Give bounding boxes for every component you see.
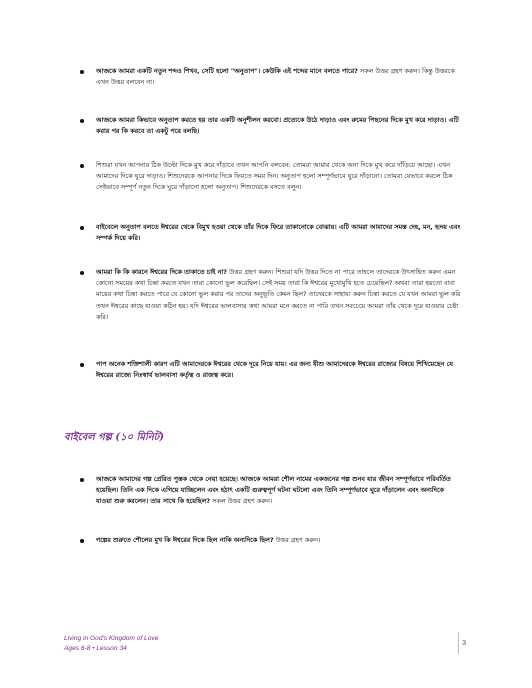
item-text: উত্তর গ্রহণ করুন। শিশুরা যদি উত্তর দিতে না পারে তাহলে তাদেরকে উৎসাহিত করুন এমন কোনো সময়ের কথা চিন্তা করতে যখন তারা কোনো ভুল করেছিল। সেই সময় তারা কি ঈশ্বরের মুখোমুখি হতে চেয়েছিল? অথবা তারা হয়তো বাবা মায়ের কথা চিন্তা করতে পারে যে কোনো ভুল করার পর তাদের অনুভূতি কেমন ছিল? তাদেরকে সাহায্য করুন চিন্তা করতে যে যখন আমরা ভুল করি তখন ঈশ্বরের কাছে যাওয়া কঠিন হয়। যদি ঈশ্বরের ভালবাসার কথা আমরা মনে করতে না পারি তখন সবচেয়ে আমরা তাঁর থেকে দূরে যাওয়ার চেষ্টা করি। (96, 268, 461, 321)
item-text: উত্তর গ্রহণ করুন। (273, 536, 321, 544)
bullet-dot (80, 363, 84, 367)
item-bold-text: আজকে আমরা কিভাবে অনুতাপ করতে হয় তার একটি অনুশীলন করবো। প্রত্যেকে উঠে দাড়াও এবং রুমের পিছনের দিকে মুখ করে দাড়াও। এটি করার পর কি করবে তা একটু পরে বলছি। (96, 116, 459, 136)
bullet-dot (80, 539, 84, 543)
footer-subtitle: Ages 6-8 • Lesson 34 (64, 645, 127, 652)
list-item (96, 535, 462, 546)
page-number: 3 (462, 638, 467, 647)
list-item (96, 160, 462, 194)
item-bold-text: গল্পের শুরুতে শৌলের মুখ কি ঈশ্বরের দিকে ছিল নাকি অন্যদিকে ছিল? (96, 536, 274, 544)
bullet-dot (80, 164, 84, 168)
bullet-dot (80, 119, 84, 123)
item-bold-text: আজকে আমরা একটি নতুন শব্দও শিখব, সেটি হলো "অনুতাপ"। কেউকি এই শব্দের মানে বলতে পারে? (96, 67, 358, 75)
list-item (96, 359, 462, 381)
list-item (96, 474, 462, 508)
item-bold-text: আজকে আমাদের গল্প প্রেরিত পুস্তক থেকে নেয়া হয়েছে। আজকে আমরা শৌল নামের একজনের গল্প শুনব যার জীবন সম্পূর্ণভাবে পরিবর্তিত হয়েছিল। তিনি এক দিকে এগিয়ে যাচ্ছিলেন এবং হঠাৎ একটি গুরুত্বপূর্ণ ঘটনা ঘটলো এবং তিনি সম্পূর্ণভাবে ঘুরে দাঁড়ালেন এবং অন্যদিকে যাওয়া শুরু করলেন। তার সাথে কি হয়েছিল? (96, 475, 451, 506)
bullet-dot (80, 70, 84, 74)
list-item (96, 267, 462, 323)
item-text: সকল উত্তর গ্রহণ করুন। কিন্তু উত্তরকে এখন উত্তর বলবেন না। (96, 67, 455, 87)
page-footer (64, 634, 158, 654)
item-bold-text: বাইবেলে অনুতাপ বলতে ঈশ্বরের থেকে বিমুখ হওয়া থেকে তাঁর দিকে ফিরে তাকানোকে বোঝায়। এটি আমরা আমাদের সমস্ত দেহ, মন, হৃদয় এবং সম্পর্ক দিয়ে করি। (96, 223, 461, 243)
footer-divider (458, 632, 459, 654)
list-item (96, 222, 462, 244)
item-text: সকল উত্তর গ্রহণ করুন। (210, 497, 273, 506)
section-heading: বাইবেল গল্প (১০ মিনিট) (64, 432, 164, 443)
bullet-dot (80, 271, 84, 275)
item-bold-text: আমরা কি কি কারনে ঈশ্বরের দিকে তাকাতে চাই না? (96, 268, 227, 276)
bullet-dot (80, 478, 84, 482)
bullet-dot (80, 226, 84, 230)
item-text: শিশুরা যখন আপনার ঠিক উল্টো দিকে মুখ করে দাঁড়াবে তখন আপনি বলবেন: তোমরা আমার থেকে অন্য দিকে মুখ করে দাঁড়িয়ে আছো। এখন আমাদের দিকে ঘুরে দাড়াও। শিশুদেরকে আপনার দিকে ফিরতে সময় দিন। অনুতাপ হলো সম্পূর্ণভাবে ঘুরে দাঁড়ানো। তোমরা যেভাবে করলে ঠিক সেইভাবে সম্পূর্ণ নতুন দিকে ঘুরে দাঁড়ানো হলো অনুতাপ। শিশুদেরকে বসতে বলুন। (96, 161, 453, 192)
item-bold-text: পাপ অনেক শক্তিশালী কারণ এটি আমাদেরকে ঈশ্বরের থেকে দূরে নিয়ে যায়। এর জন্য যীশু আমাদেরকে ঈশ্বরের রাজ্যের বিষয়ে শিখিয়েছেন যে ঈশ্বরের রাজ্যে নিঃস্বার্থ ভালবাসা কর্তৃত্ব ও রাজত্ব করে। (96, 360, 453, 380)
list-item (96, 115, 462, 137)
list-item (96, 66, 462, 88)
footer-title: Living in God's Kingdom of Love (64, 635, 159, 642)
